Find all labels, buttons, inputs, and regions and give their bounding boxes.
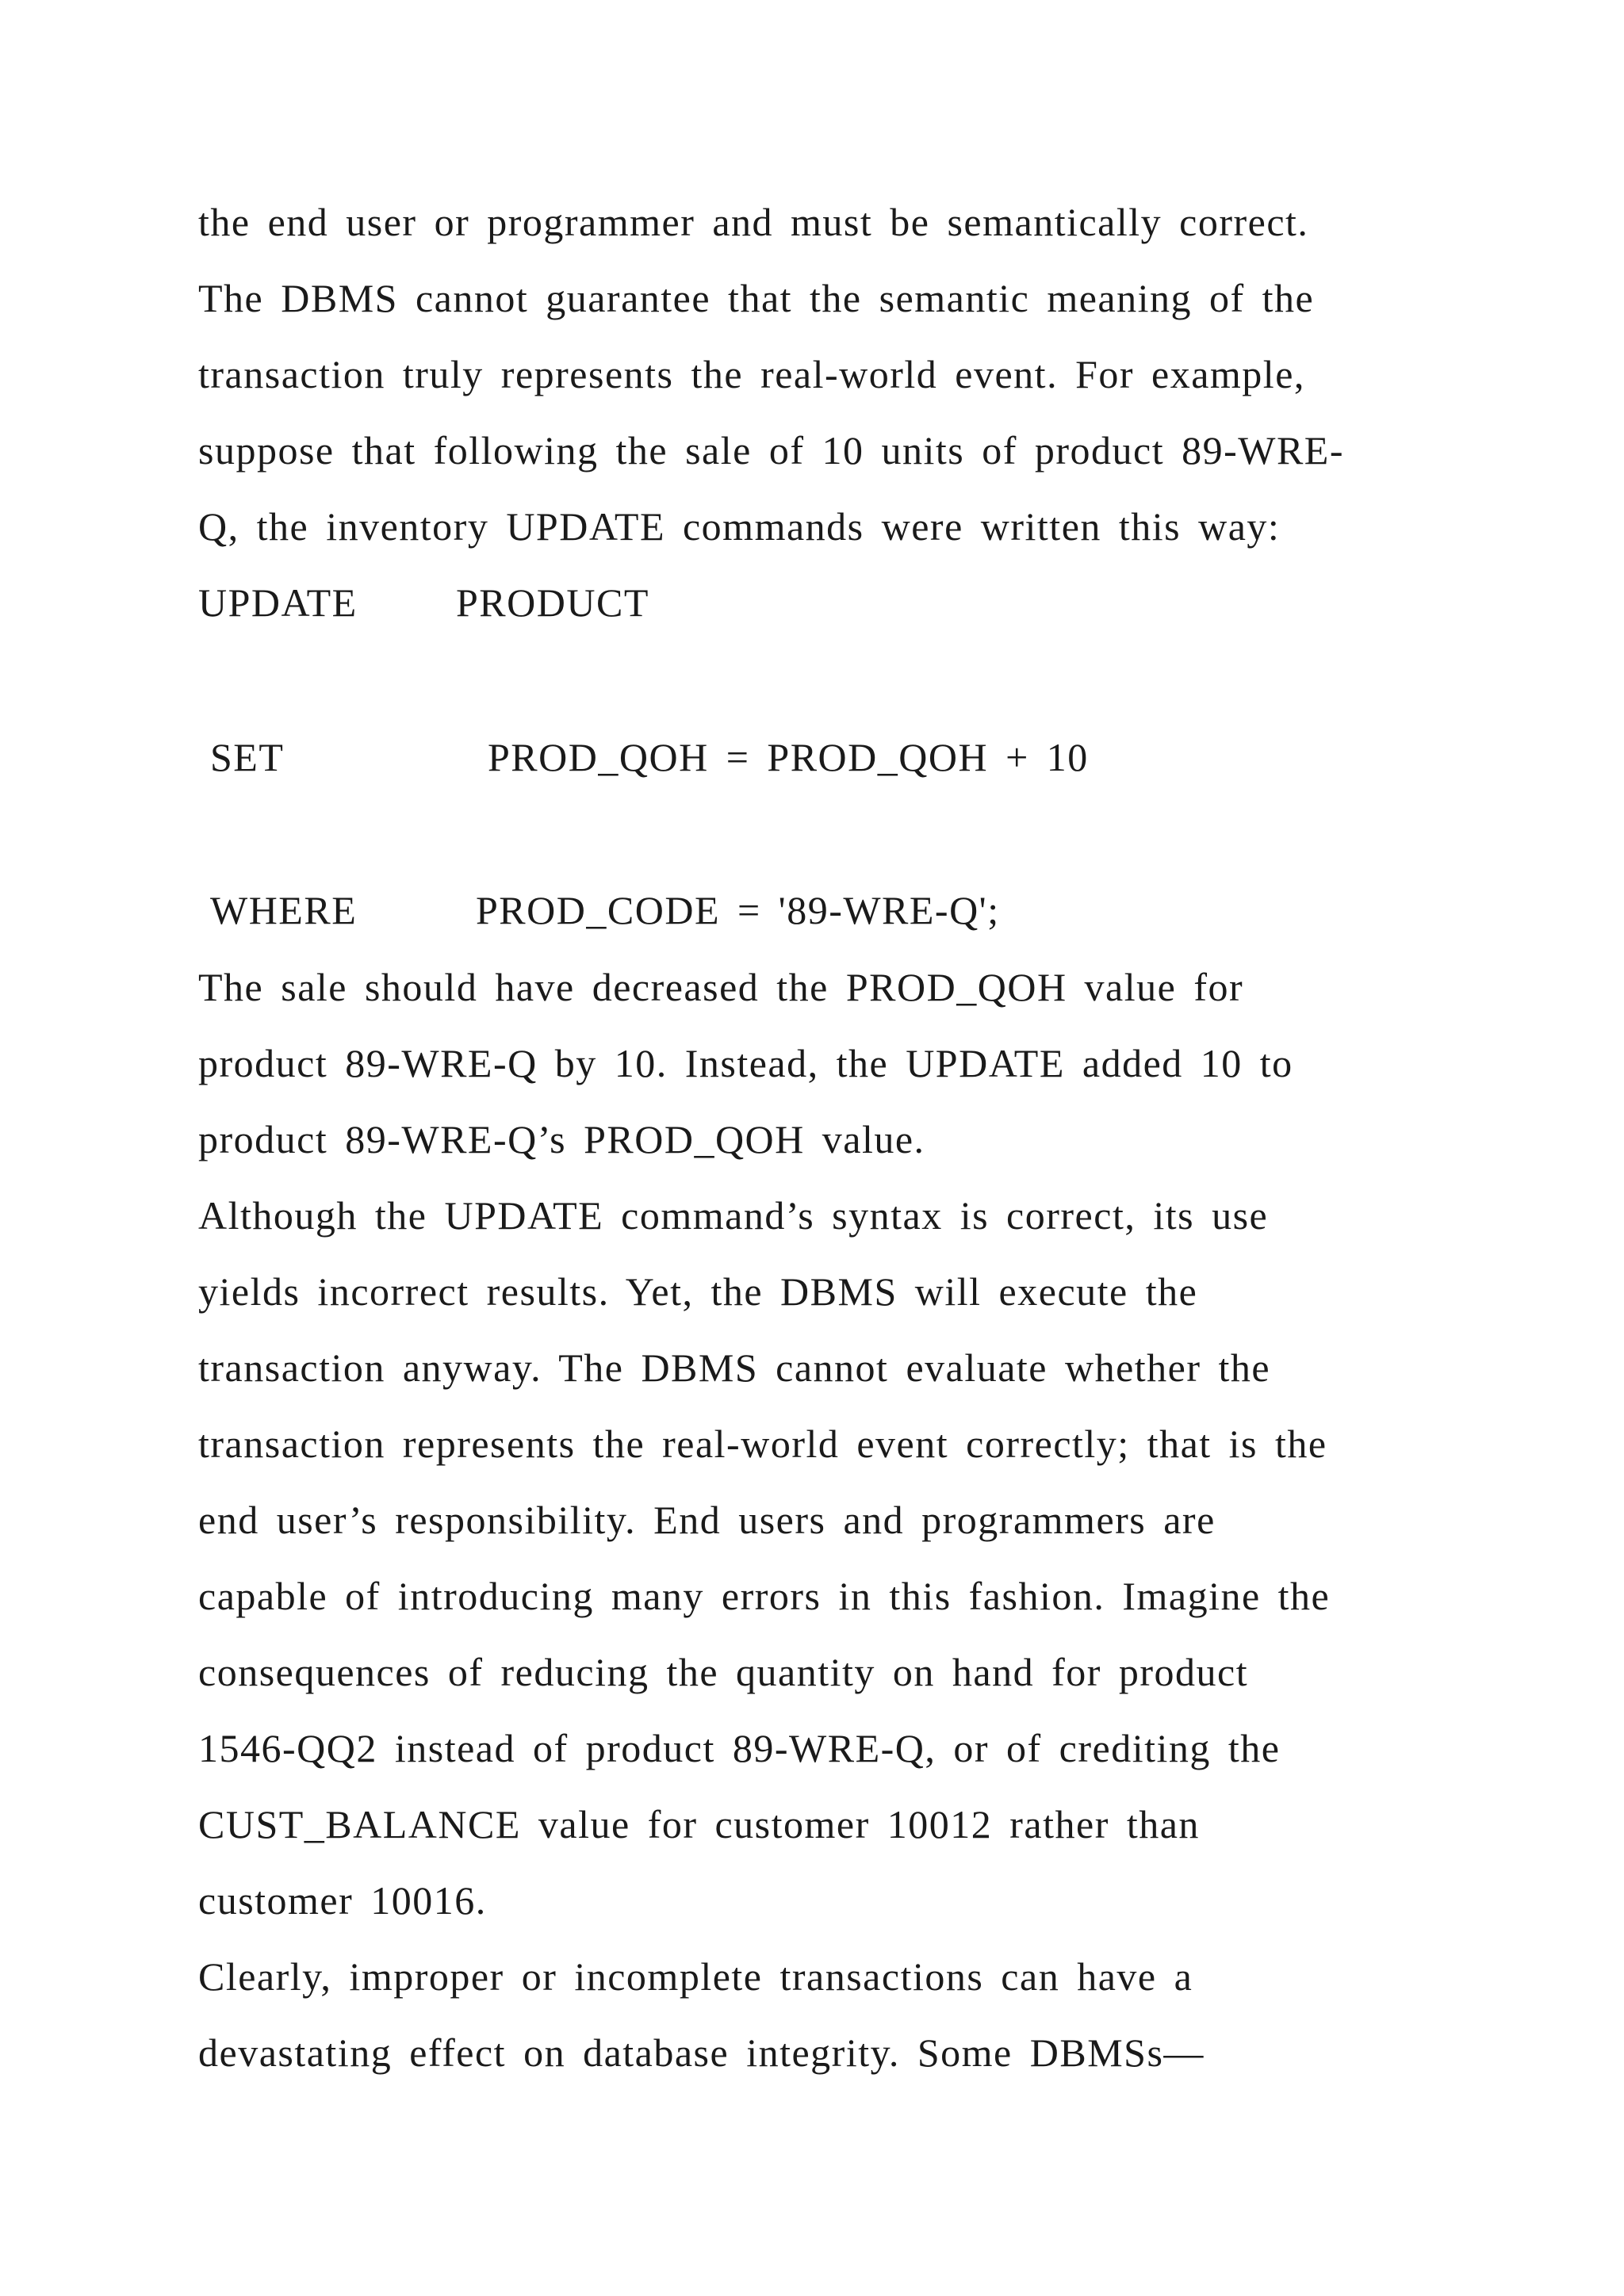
body-text-line: yields incorrect results. Yet, the DBMS will execute the [198,1269,1198,1314]
body-text-line: customer 10016. [198,1878,487,1923]
body-text-line: product 89-WRE-Q’s PROD_QOH value. [198,1117,925,1161]
body-text-line: end user’s responsibility. End users and programmers are [198,1498,1216,1542]
body-text-line: capable of introducing many errors in this fashion. Imagine the [198,1574,1331,1618]
body-text-line: Q, the inventory UPDATE commands were written this way: [198,504,1281,549]
body-text-line: Clearly, improper or incomplete transactions can have a [198,1954,1193,1999]
body-text-line: devastating effect on database integrity. Some DBMSs— [198,2030,1205,2075]
sql-where-clause: PROD_CODE = '89-WRE-Q'; [476,888,1000,932]
body-text-line: CUST_BALANCE value for customer 10012 rather than [198,1802,1200,1846]
body-text-line: suppose that following the sale of 10 units of product 89-WRE- [198,428,1344,473]
body-text-line: transaction represents the real-world event correctly; that is the [198,1422,1327,1466]
body-text-line: 1546-QQ2 instead of product 89-WRE-Q, or of crediting the [198,1726,1281,1770]
sql-set-keyword: SET [210,735,285,779]
sql-set-clause: PROD_QOH = PROD_QOH + 10 [488,735,1089,779]
sql-update-table: PRODUCT [456,580,649,625]
body-text-line: Although the UPDATE command’s syntax is correct, its use [198,1193,1269,1238]
body-text-line: the end user or programmer and must be semantically correct. [198,200,1309,244]
body-text-line: consequences of reducing the quantity on hand for product [198,1650,1249,1694]
sql-where-keyword: WHERE [210,888,358,932]
body-text-line: The DBMS cannot guarantee that the semantic meaning of the [198,276,1315,320]
body-text-line: transaction truly represents the real-world event. For example, [198,352,1305,396]
body-text-line: product 89-WRE-Q by 10. Instead, the UPDATE added 10 to [198,1041,1293,1085]
sql-update-keyword: UPDATE [198,580,358,625]
body-text-line: transaction anyway. The DBMS cannot evaluate whether the [198,1345,1271,1390]
body-text-line: The sale should have decreased the PROD_QOH value for [198,965,1244,1009]
